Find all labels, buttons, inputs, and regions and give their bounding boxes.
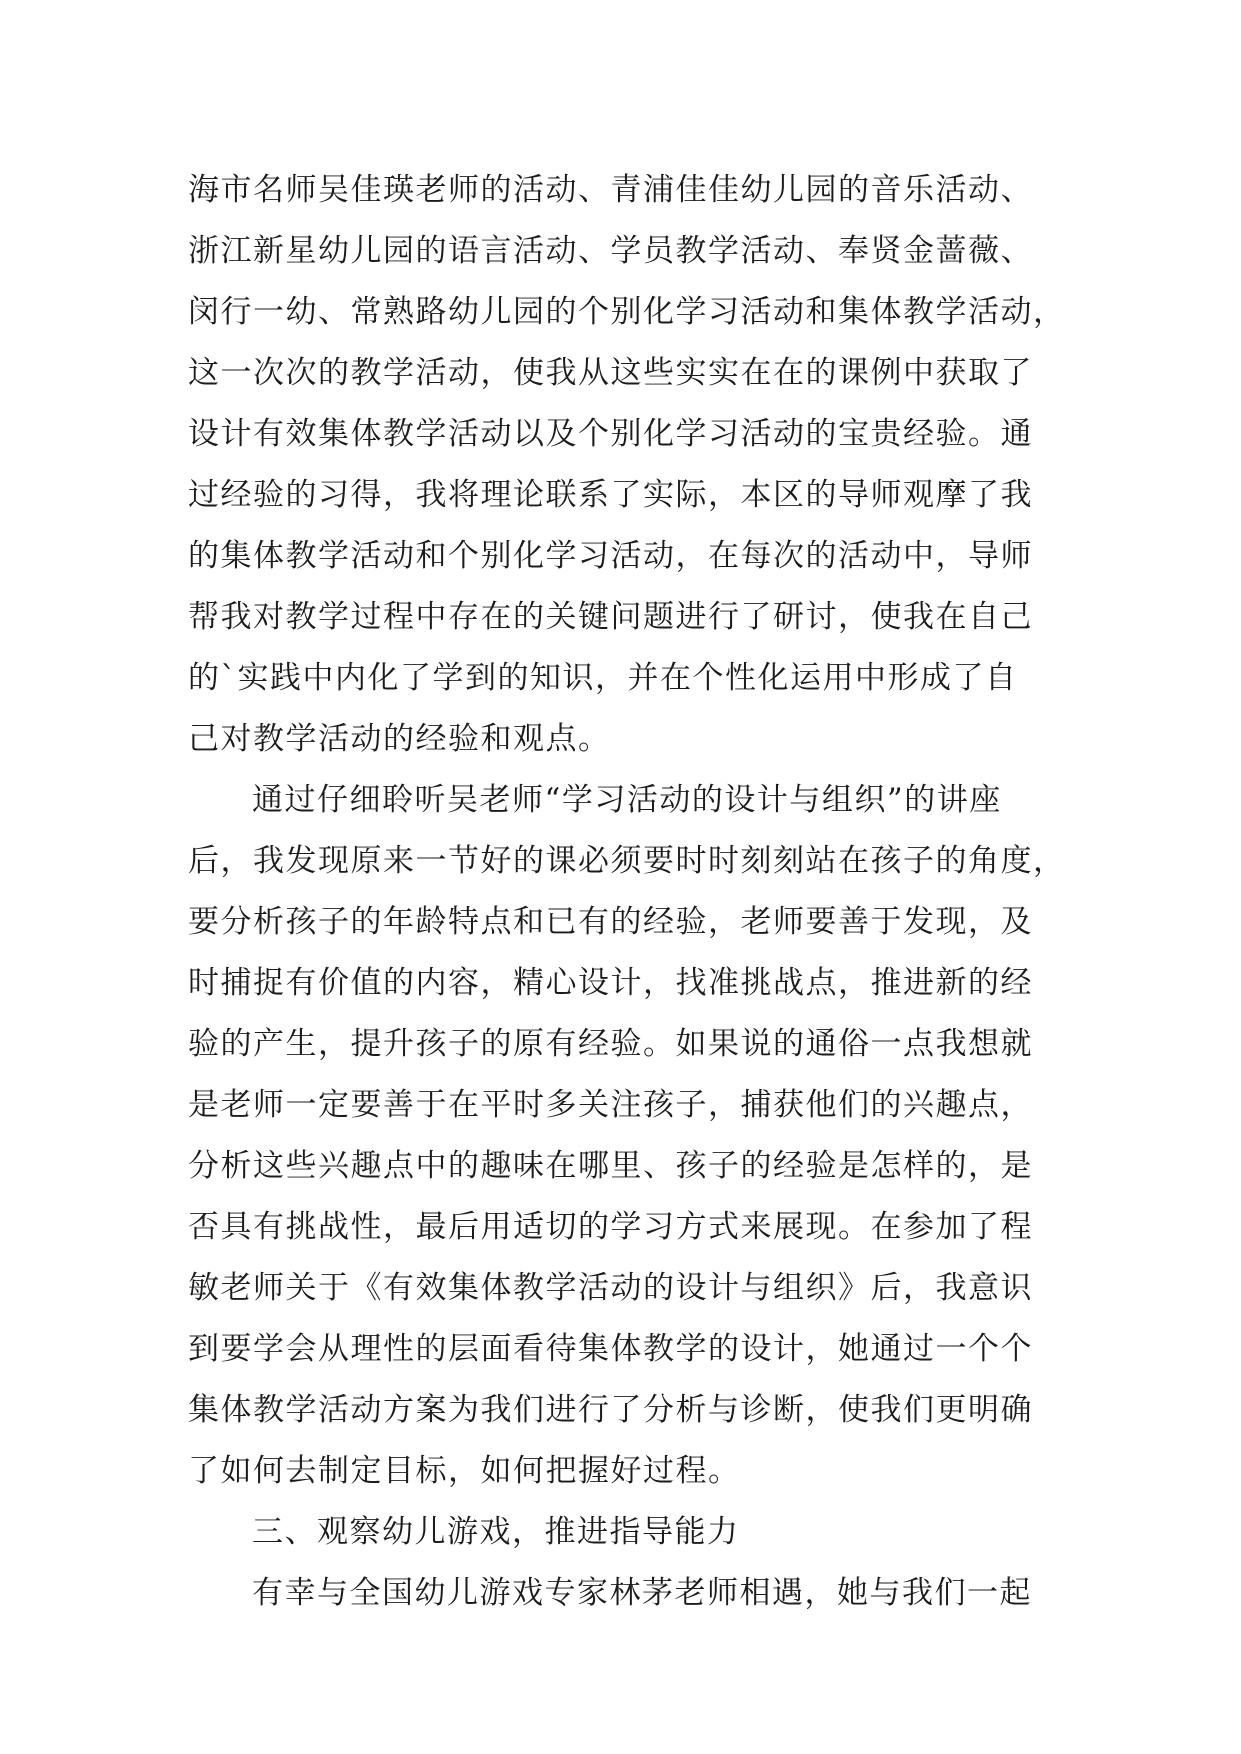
text-line: 海市名师吴佳瑛老师的活动、青浦佳佳幼儿园的音乐活动、 <box>188 172 1033 208</box>
text-line: 时捕捉有价值的内容，精心设计，找准挑战点，推进新的经 <box>188 965 1033 1001</box>
text-line: 闵行一幼、常熟路幼儿园的个别化学习活动和集体教学活动， <box>188 294 1066 330</box>
text-line: 分析这些兴趣点中的趣味在哪里、孩子的经验是怎样的，是 <box>188 1148 1033 1184</box>
section-heading: 三、观察幼儿游戏，推进指导能力 <box>252 1514 740 1550</box>
text-line: 敏老师关于《有效集体教学活动的设计与组织》后，我意识 <box>188 1270 1033 1306</box>
text-line: 过经验的习得，我将理论联系了实际，本区的导师观摩了我 <box>188 477 1033 513</box>
paragraph-start-line: 有幸与全国幼儿游戏专家林茅老师相遇，她与我们一起 <box>252 1575 1032 1611</box>
text-line: 集体教学活动方案为我们进行了分析与诊断，使我们更明确 <box>188 1392 1033 1428</box>
paragraph-start-line: 通过仔细聆听吴老师“学习活动的设计与组织”的讲座 <box>252 782 1002 818</box>
body-text <box>188 160 1088 1624</box>
text-line: 验的产生，提升孩子的原有经验。如果说的通俗一点我想就 <box>188 1026 1033 1062</box>
text-line: 设计有效集体教学活动以及个别化学习活动的宝贵经验。通 <box>188 416 1033 452</box>
text-line: 后，我发现原来一节好的课必须要时时刻刻站在孩子的角度， <box>188 843 1066 879</box>
text-line: 是老师一定要善于在平时多关注孩子，捕获他们的兴趣点， <box>188 1087 1033 1123</box>
text-line: 浙江新星幼儿园的语言活动、学员教学活动、奉贤金蔷薇、 <box>188 233 1033 269</box>
text-line: 到要学会从理性的层面看待集体教学的设计，她通过一个个 <box>188 1331 1033 1367</box>
text-line: 这一次次的教学活动，使我从这些实实在在的课例中获取了 <box>188 355 1033 391</box>
text-line: 要分析孩子的年龄特点和已有的经验，老师要善于发现，及 <box>188 904 1033 940</box>
text-line: 的`实践中内化了学到的知识，并在个性化运用中形成了自 <box>188 660 1018 696</box>
text-line: 否具有挑战性，最后用适切的学习方式来展现。在参加了程 <box>188 1209 1033 1245</box>
text-line: 了如何去制定目标，如何把握好过程。 <box>188 1453 741 1489</box>
text-line: 己对教学活动的经验和观点。 <box>188 721 611 757</box>
text-line: 帮我对教学过程中存在的关键问题进行了研讨，使我在自己 <box>188 599 1033 635</box>
text-line: 的集体教学活动和个别化学习活动，在每次的活动中，导师 <box>188 538 1033 574</box>
